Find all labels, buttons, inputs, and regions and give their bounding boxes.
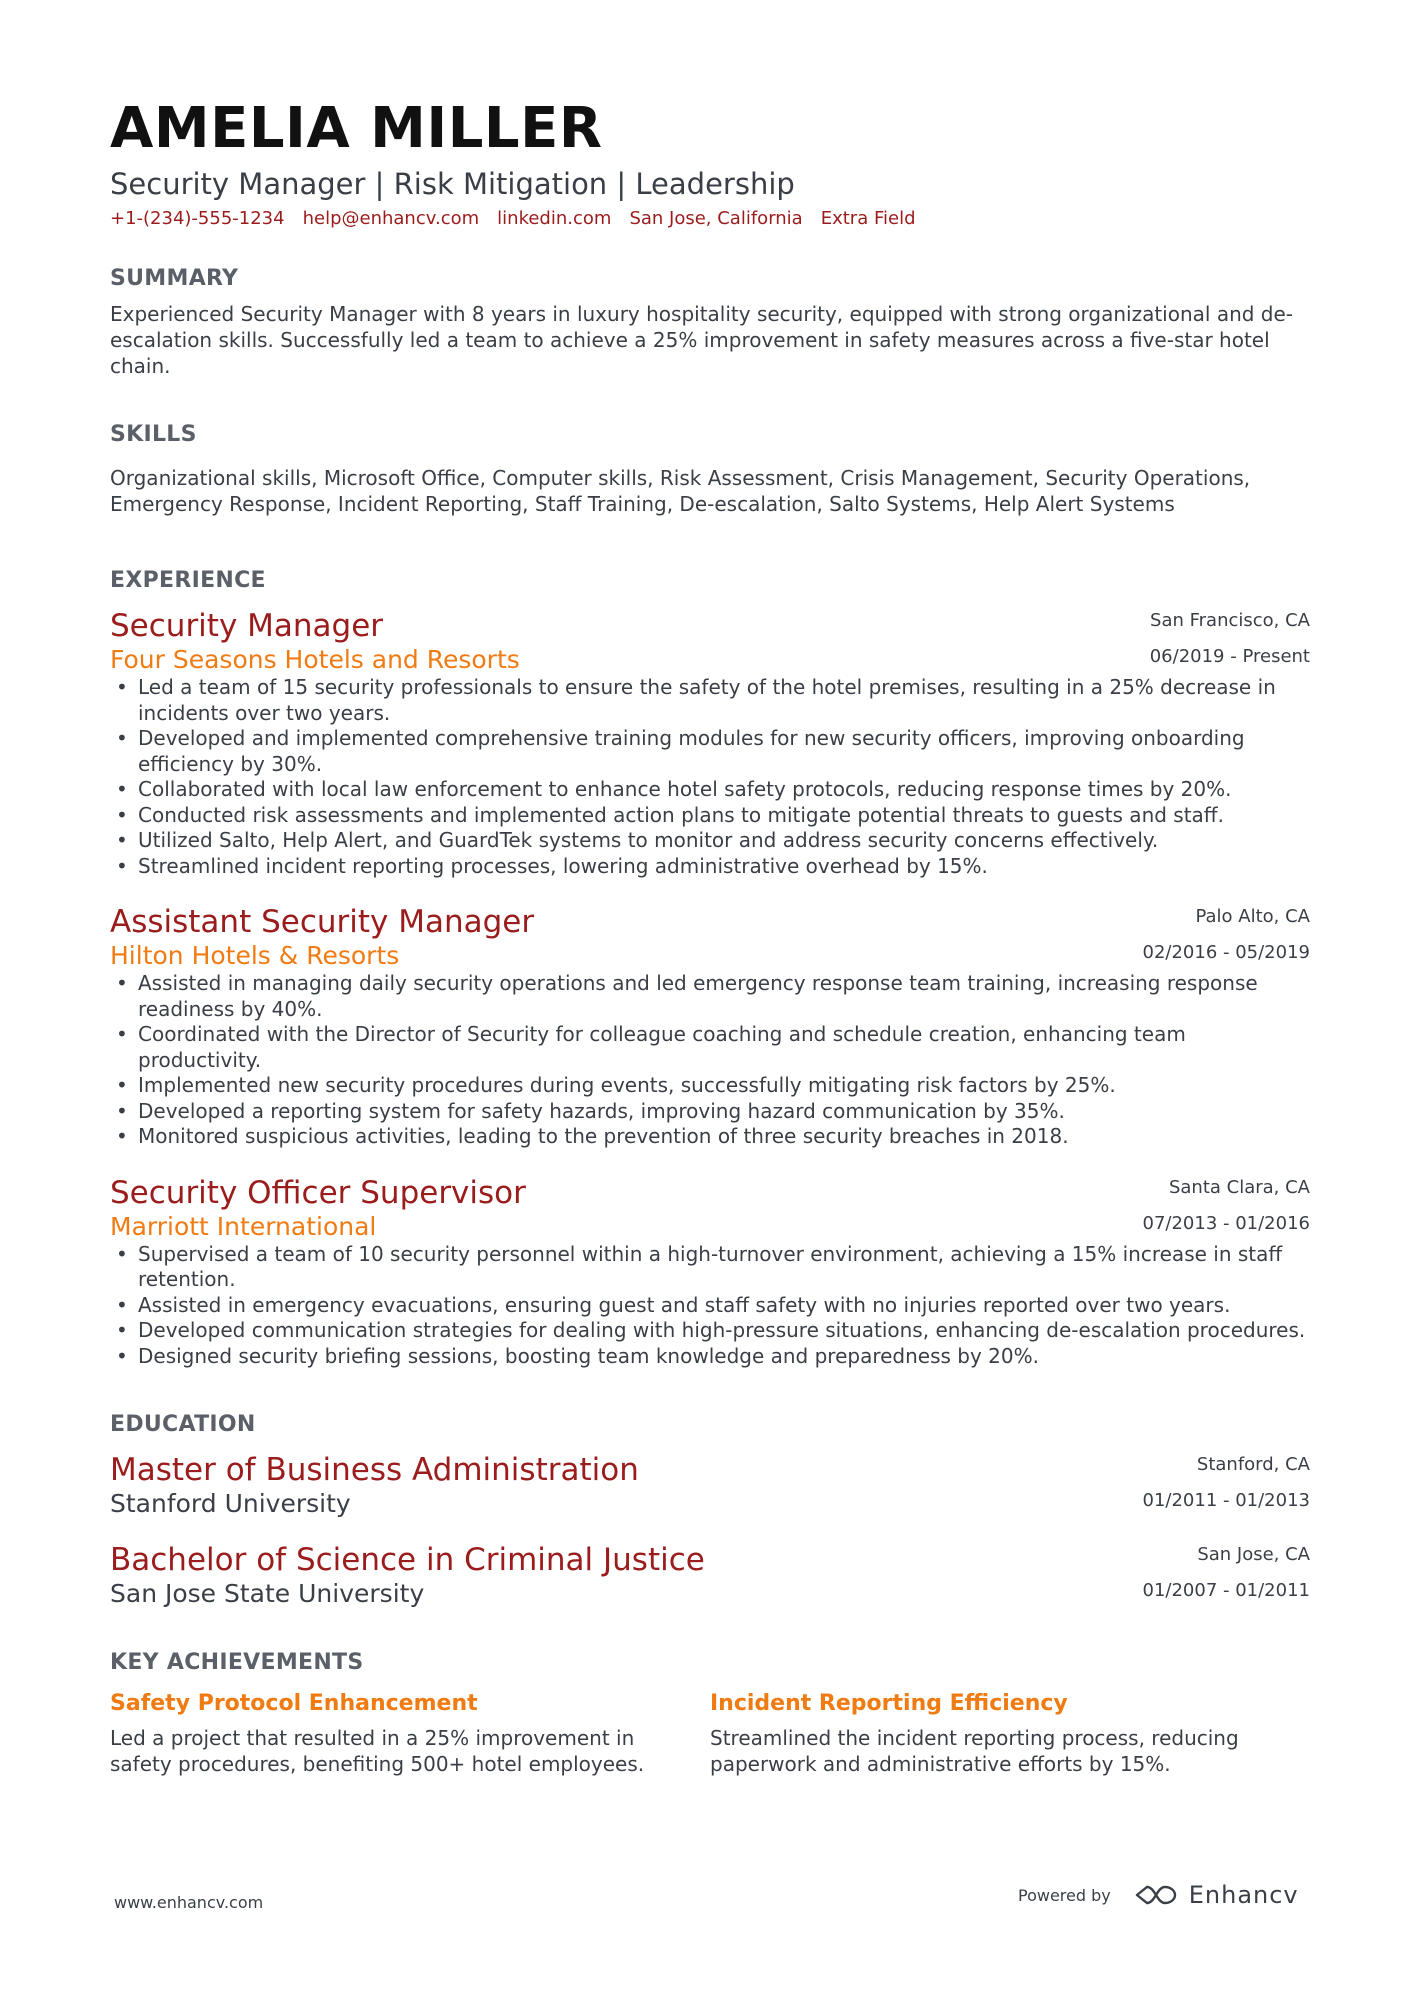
job-bullet: • Developed communication strategies for dealing with high-pressure situations, enhancing de-escalation procedures. — [110, 1318, 1310, 1344]
job-bullet: • Utilized Salto, Help Alert, and GuardTek systems to monitor and address security concerns effectively. — [110, 828, 1310, 854]
section-title-skills: SKILLS — [110, 422, 197, 447]
job-bullet: • Coordinated with the Director of Security for colleague coaching and schedule creation, enhancing team productivity. — [110, 1022, 1310, 1073]
skills-text: Organizational skills, Microsoft Office, Computer skills, Risk Assessment, Crisis Management, Security Operations, Emergency Response, Incident Reporting, Staff Training, De-escalation, Salto Systems, Help Alert Systems — [110, 466, 1251, 516]
job-bullet: • Supervised a team of 10 security personnel within a high-turnover environment, achieving a 15% increase in staff retention. — [110, 1242, 1310, 1293]
summary-section — [110, 265, 1310, 379]
education-dates: 01/2007 - 01/2011 — [1142, 1580, 1310, 1601]
section-title-achievements: KEY ACHIEVEMENTS — [110, 1650, 364, 1675]
job-title: Security Manager — [110, 608, 384, 644]
resume-header — [110, 95, 1310, 231]
job-entry — [110, 903, 1310, 1150]
achievement-item — [110, 1689, 650, 1777]
job-dates: 07/2013 - 01/2016 — [1142, 1212, 1310, 1234]
job-title: Assistant Security Manager — [110, 904, 535, 940]
education-school: San Jose State University — [110, 1579, 425, 1608]
contact-email[interactable]: help@enhancv.com — [302, 208, 480, 229]
job-bullet: • Developed a reporting system for safety hazards, improving hazard communication by 35%. — [110, 1099, 1310, 1125]
job-company: Marriott International — [110, 1211, 377, 1241]
section-title-education: EDUCATION — [110, 1412, 256, 1437]
section-title-experience: EXPERIENCE — [110, 568, 266, 593]
job-location: Palo Alto, CA — [1195, 906, 1310, 927]
achievements-section — [110, 1649, 1310, 1777]
education-section — [110, 1411, 1310, 1607]
job-dates: 02/2016 - 05/2019 — [1142, 942, 1310, 963]
brand-name: Enhancv — [1188, 1881, 1299, 1909]
footer-website[interactable]: www.enhancv.com — [114, 1893, 264, 1912]
section-title-summary: SUMMARY — [110, 266, 239, 291]
resume-page — [110, 95, 1310, 1777]
job-location: Santa Clara, CA — [1168, 1176, 1310, 1198]
powered-by-label: Powered by — [1018, 1885, 1111, 1905]
job-bullet: • Led a team of 15 security professionals to ensure the safety of the hotel premises, resulting in a 25% decrease in incidents over two years. — [110, 675, 1310, 726]
education-location: Stanford, CA — [1196, 1454, 1310, 1475]
job-bullets — [110, 675, 1310, 879]
enhancv-logo-icon — [1133, 1883, 1179, 1907]
job-bullet: • Designed security briefing sessions, boosting team knowledge and preparedness by 20%. — [110, 1344, 1310, 1370]
job-entry — [110, 607, 1310, 879]
job-header — [110, 607, 1310, 673]
job-bullet: • Conducted risk assessments and implemented action plans to mitigate potential threats to guests and staff. — [110, 803, 1310, 829]
contact-info — [110, 207, 1310, 231]
job-header — [110, 1174, 1310, 1240]
job-bullet: • Streamlined incident reporting processes, lowering administrative overhead by 15%. — [110, 854, 1310, 880]
education-entry — [110, 1451, 1310, 1517]
experience-section — [110, 567, 1310, 1369]
achievement-text: Streamlined the incident reporting process, reducing paperwork and administrative efforts by 15%. — [710, 1726, 1239, 1776]
job-bullet: • Collaborated with local law enforcement to enhance hotel safety protocols, reducing response times by 20%. — [110, 777, 1310, 803]
achievement-text: Led a project that resulted in a 25% improvement in safety procedures, benefiting 500+ hotel employees. — [110, 1726, 645, 1776]
contact-linkedin[interactable]: linkedin.com — [497, 208, 612, 229]
contact-phone[interactable]: +1-(234)-555-1234 — [110, 208, 285, 229]
job-header — [110, 903, 1310, 969]
job-company: Hilton Hotels & Resorts — [110, 941, 400, 970]
job-dates: 06/2019 - Present — [1149, 646, 1310, 667]
job-company: Four Seasons Hotels and Resorts — [110, 645, 520, 674]
achievement-title: Safety Protocol Enhancement — [110, 1691, 478, 1716]
achievement-title: Incident Reporting Efficiency — [710, 1691, 1068, 1716]
job-title: Security Officer Supervisor — [110, 1174, 526, 1211]
achievements-grid — [110, 1689, 1310, 1777]
job-bullet: • Monitored suspicious activities, leading to the prevention of three security breaches in 2018. — [110, 1124, 1310, 1150]
contact-location: San Jose, California — [629, 208, 803, 229]
contact-extra-field: Extra Field — [820, 208, 916, 229]
education-degree: Master of Business Administration — [110, 1452, 639, 1488]
education-school: Stanford University — [110, 1489, 351, 1518]
summary-text: Experienced Security Manager with 8 years in luxury hospitality security, equipped with strong organizational and de-escalation skills. Successfully led a team to achieve a 25% improvement in safety measures across a five-star hotel chain. — [110, 302, 1294, 378]
job-bullet: • Assisted in emergency evacuations, ensuring guest and staff safety with no injuries reported over two years. — [110, 1293, 1310, 1319]
job-entry — [110, 1174, 1310, 1370]
candidate-name: AMELIA MILLER — [110, 96, 603, 161]
candidate-headline: Security Manager | Risk Mitigation | Leadership — [110, 167, 795, 201]
education-location: San Jose, CA — [1197, 1544, 1310, 1565]
education-dates: 01/2011 - 01/2013 — [1142, 1490, 1310, 1511]
footer-branding — [1018, 1881, 1299, 1909]
education-entry — [110, 1541, 1310, 1607]
job-bullets — [110, 1242, 1310, 1370]
education-degree: Bachelor of Science in Criminal Justice — [110, 1542, 705, 1578]
job-bullet: • Implemented new security procedures during events, successfully mitigating risk factors by 25%. — [110, 1073, 1310, 1099]
job-bullet: • Developed and implemented comprehensive training modules for new security officers, improving onboarding efficiency by 30%. — [110, 726, 1310, 777]
skills-section — [110, 421, 1310, 517]
job-bullets — [110, 971, 1310, 1150]
job-location: San Francisco, CA — [1150, 610, 1310, 631]
enhancv-logo[interactable] — [1133, 1881, 1299, 1909]
job-bullet: • Assisted in managing daily security operations and led emergency response team training, increasing response readiness by 40%. — [110, 971, 1310, 1022]
achievement-item — [710, 1689, 1250, 1777]
